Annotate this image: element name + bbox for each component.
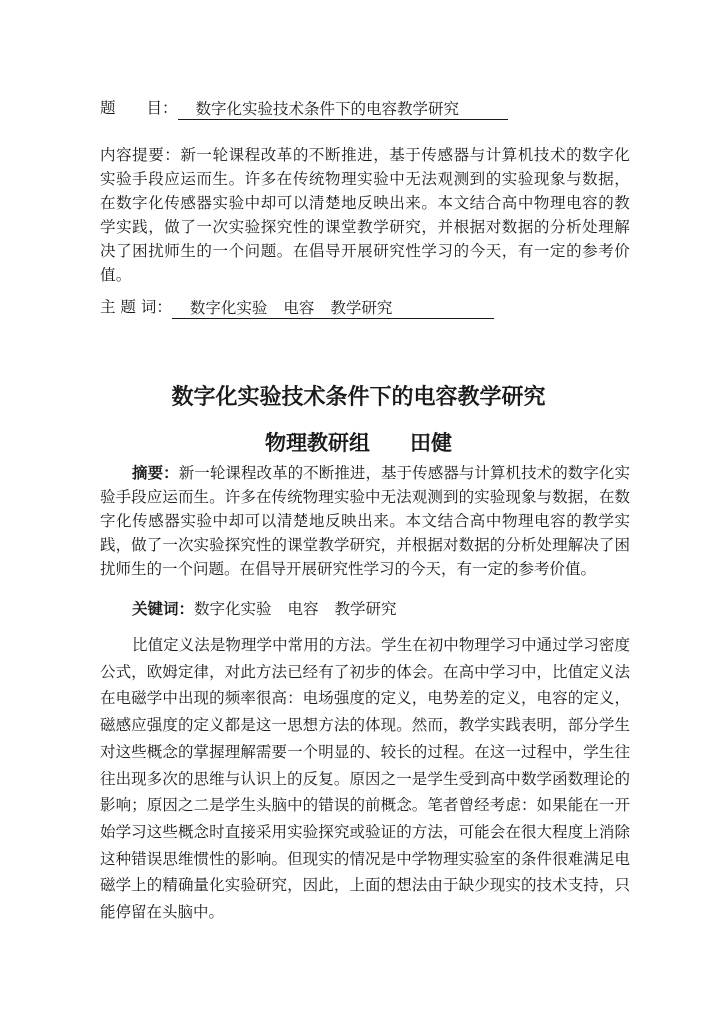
cover-keywords-field xyxy=(100,295,630,319)
article-keywords xyxy=(132,597,413,621)
article-keyword: 教学研究 xyxy=(334,600,397,618)
cover-summary xyxy=(100,143,630,287)
body-paragraph: 比值定义法是物理学中常用的方法。学生在初中物理学习中通过学习密度公式，欧姆定律，对此方法已经有了初步的体会。在高中学习中，比值定义法在电磁学中出现的频率很高：电场强度的定义，电势差的定义，电容的定义，磁感应强度的定义都是这一思想方法的体现。然而，教学实践表明，部分学生对这些概念的掌握理解需要一个明显的、较长的过程。在这一过程中，学生往往出现多次的思维与认识上的反复。原因之一是学生受到高中数学函数理论的影响；原因之二是学生头脑中的错误的前概念。笔者曾经考虑：如果能在一开始学习这些概念时直接采用实验探究或验证的方法，可能会在很大程度上消除这种错误思维惯性的影响。但现实的情况是中学物理实验室的条件很难满足电磁学上的精确量化实验研究，因此，上面的想法由于缺少现实的技术支持，只能停留在头脑中。 xyxy=(100,636,630,922)
abstract-label: 摘要： xyxy=(132,463,179,482)
author-line xyxy=(0,428,717,458)
author-name: 田健 xyxy=(410,430,452,455)
cover-keywords-label: 主 题 词： xyxy=(100,298,172,316)
cover-summary-text: 新一轮课程改革的不断推进，基于传感器与计算机技术的数字化实验手段应运而生。许多在传统物理实验中无法观测到的实验现象与数据，在数字化传感器实验中却可以清楚地反映出来。本文结合高中物理电容的教学实践，做了一次实验探究性的课堂教学研究，并根据对数据的分析处理解决了困扰师生的一个问题。在倡导开展研究性学习的今天，有一定的参考价值。 xyxy=(100,146,630,284)
author-group: 物理教研组 xyxy=(265,430,370,455)
article-keyword: 电容 xyxy=(287,600,319,618)
article-keywords-label: 关键词： xyxy=(132,599,195,618)
cover-keywords-value xyxy=(172,298,494,319)
abstract-text: 新一轮课程改革的不断推进，基于传感器与计算机技术的数字化实验手段应运而生。许多在传统物理实验中无法观测到的实验现象与数据，在数字化传感器实验中却可以清楚地反映出来。本文结合高中物理电容的教学实践，做了一次实验探究性的课堂教学研究，并根据对数据的分析处理解决了困扰师生的一个问题。在倡导开展研究性学习的今天，有一定的参考价值。 xyxy=(100,464,630,578)
cover-keyword: 教学研究 xyxy=(330,299,393,317)
article-title: 数字化实验技术条件下的电容教学研究 xyxy=(171,384,546,410)
cover-title-value: 数字化实验技术条件下的电容教学研究 xyxy=(178,99,508,120)
cover-keyword: 电容 xyxy=(283,299,315,317)
cover-title-field xyxy=(100,96,630,120)
cover-summary-label: 内容提要： xyxy=(100,146,181,164)
cover-keyword: 数字化实验 xyxy=(189,299,268,317)
article-abstract xyxy=(100,461,630,581)
article-keyword: 数字化实验 xyxy=(194,600,272,618)
cover-title-label: 题 目： xyxy=(100,99,178,117)
